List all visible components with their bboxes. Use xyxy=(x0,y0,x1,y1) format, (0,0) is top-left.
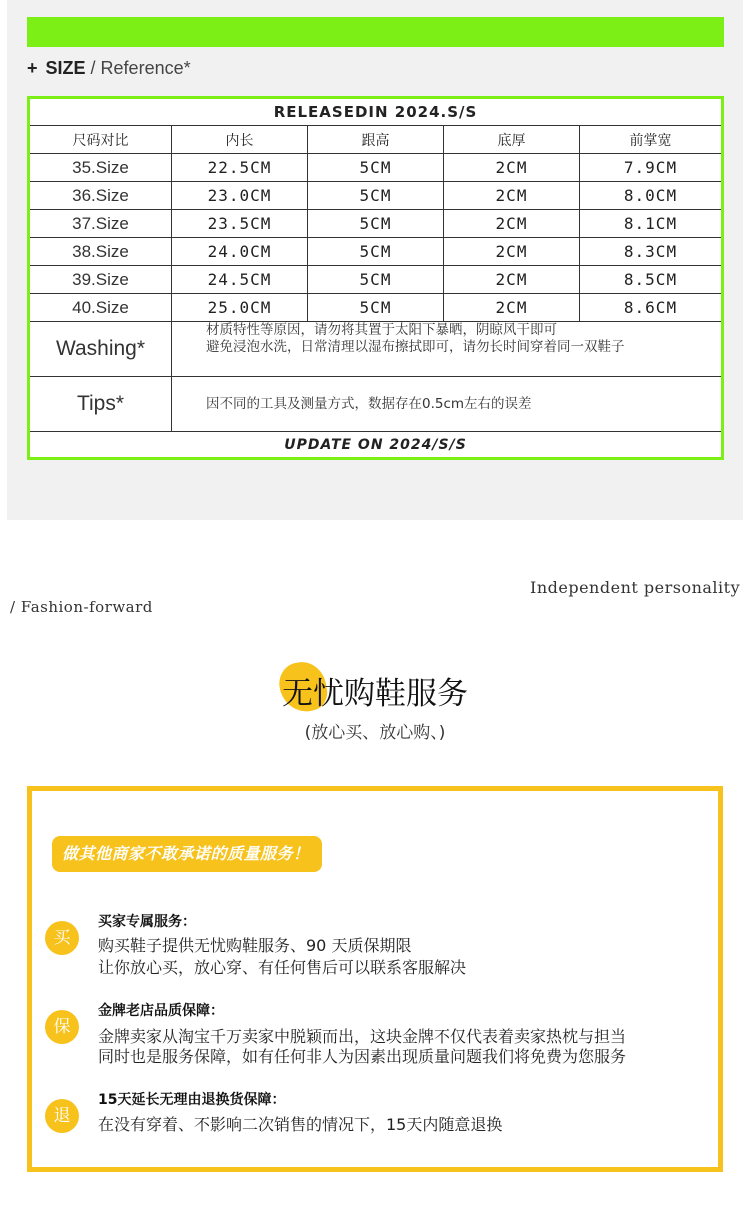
inner-length-cell: 23.5CM xyxy=(172,210,308,237)
table-header-row xyxy=(30,126,721,154)
sole-thickness-cell: 2CM xyxy=(444,210,580,237)
size-section xyxy=(7,0,743,520)
size-cell: 39.Size xyxy=(30,266,172,293)
forefoot-width-cell: 8.5CM xyxy=(623,270,678,289)
column-header: 跟高 xyxy=(308,126,444,153)
heel-height-cell: 5CM xyxy=(308,182,444,209)
size-table xyxy=(27,96,724,460)
service-item-line: 购买鞋子提供无忧购鞋服务、90 天质保期限 xyxy=(98,936,412,955)
buy-badge-icon: 买 xyxy=(45,921,79,955)
sole-thickness-cell: 2CM xyxy=(444,266,580,293)
column-header: 内长 xyxy=(172,126,308,153)
green-header-bar xyxy=(27,17,724,47)
service-item-line: 让你放心买，放心穿、有任何售后可以联系客服解决 xyxy=(98,958,467,977)
column-header: 底厚 xyxy=(444,126,580,153)
table-row xyxy=(30,266,721,294)
table-row xyxy=(30,238,721,266)
table-row xyxy=(30,154,721,182)
size-heading-bold: SIZE xyxy=(45,58,86,78)
sole-thickness-cell: 2CM xyxy=(444,182,580,209)
plus-icon: + xyxy=(27,58,38,78)
forefoot-width-cell: 8.6CM xyxy=(623,298,678,317)
inner-length-cell: 23.0CM xyxy=(172,182,308,209)
service-item-title: 15天延长无理由退换货保障： xyxy=(98,1092,286,1108)
tips-label: Tips* xyxy=(30,377,172,431)
service-item-line: 在没有穿着、不影响二次销售的情况下，15天内随意退换 xyxy=(98,1115,503,1134)
inner-length-cell: 24.5CM xyxy=(172,266,308,293)
forefoot-width-cell: 8.1CM xyxy=(623,214,678,233)
washing-line-1: 材质特性等原因，请勿将其置于太阳下暴晒，阴晾风干即可 xyxy=(206,322,557,338)
heel-height-cell: 5CM xyxy=(308,294,444,321)
washing-text xyxy=(172,322,721,376)
sole-thickness-cell: 2CM xyxy=(444,294,580,321)
inner-length-cell: 22.5CM xyxy=(172,154,308,181)
sole-thickness-cell: 2CM xyxy=(444,238,580,265)
return-badge-icon: 退 xyxy=(45,1099,79,1133)
service-subtitle: (放心买、放心购、) xyxy=(304,723,446,743)
service-item-line: 同时也是服务保障，如有任何非人为因素出现质量问题我们将免费为您服务 xyxy=(98,1047,627,1066)
size-cell: 36.Size xyxy=(30,182,172,209)
service-item-title: 金牌老店品质保障： xyxy=(98,1003,224,1019)
washing-row xyxy=(30,322,721,377)
heel-height-cell: 5CM xyxy=(308,154,444,181)
service-title: 无忧购鞋服务 xyxy=(282,676,468,712)
size-cell: 38.Size xyxy=(30,238,172,265)
size-cell: 37.Size xyxy=(30,210,172,237)
inner-length-cell: 25.0CM xyxy=(172,294,308,321)
heel-height-cell: 5CM xyxy=(308,238,444,265)
guarantee-badge-icon: 保 xyxy=(45,1010,79,1044)
washing-label: Washing* xyxy=(30,322,172,376)
tagline-fashion: / Fashion-forward xyxy=(10,598,153,616)
promise-banner: 做其他商家不敢承诺的质量服务！ xyxy=(52,836,322,872)
size-cell: 40.Size xyxy=(30,294,172,321)
column-header: 尺码对比 xyxy=(30,126,172,153)
service-item-line: 金牌卖家从淘宝千万卖家中脱颖而出，这块金牌不仅代表着卖家热枕与担当 xyxy=(98,1027,627,1046)
update-footer: UPDATE ON 2024/S/S xyxy=(284,437,467,453)
forefoot-width-cell: 7.9CM xyxy=(623,158,678,177)
column-header: 前掌宽 xyxy=(629,132,672,149)
table-row xyxy=(30,294,721,322)
size-heading-rest: / Reference* xyxy=(90,58,191,78)
size-cell: 35.Size xyxy=(30,154,172,181)
inner-length-cell: 24.0CM xyxy=(172,238,308,265)
service-box xyxy=(27,786,723,1172)
tips-line-1: 因不同的工具及测量方式，数据存在0.5cm左右的误差 xyxy=(206,395,532,412)
size-heading xyxy=(27,58,191,79)
heel-height-cell: 5CM xyxy=(308,210,444,237)
sole-thickness-cell: 2CM xyxy=(444,154,580,181)
tips-row xyxy=(30,377,721,432)
washing-line-2: 避免浸泡水洗，日常清理以湿布擦拭即可，请勿长时间穿着同一双鞋子 xyxy=(206,339,625,355)
forefoot-width-cell: 8.3CM xyxy=(623,242,678,261)
tagline-independent: Independent personality xyxy=(530,578,741,597)
service-item-title: 买家专属服务： xyxy=(98,914,196,930)
release-title: RELEASEDIN 2024.S/S xyxy=(30,99,721,126)
heel-height-cell: 5CM xyxy=(308,266,444,293)
forefoot-width-cell: 8.0CM xyxy=(623,186,678,205)
table-row xyxy=(30,182,721,210)
tips-text xyxy=(172,377,721,431)
table-row xyxy=(30,210,721,238)
